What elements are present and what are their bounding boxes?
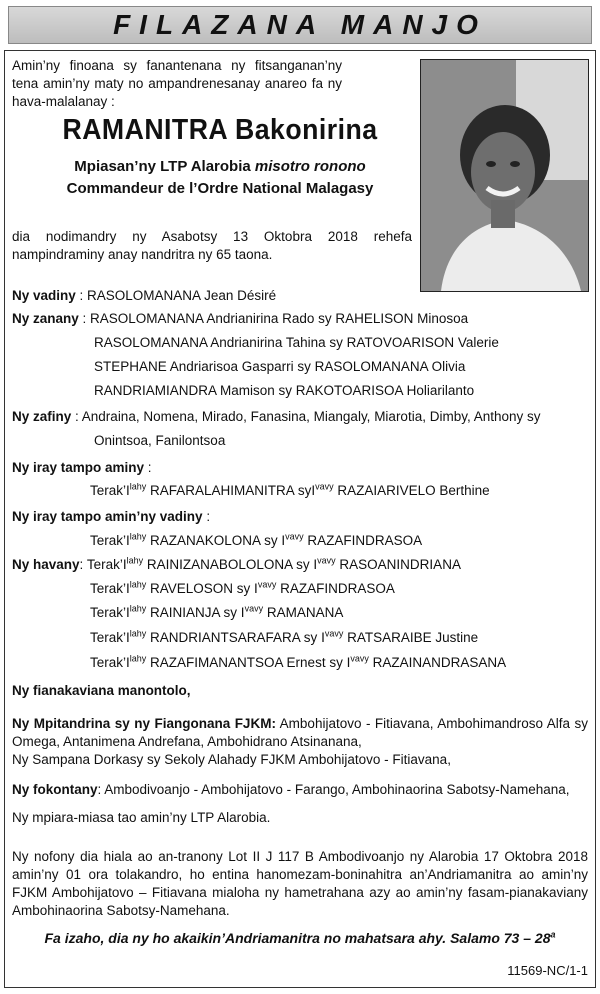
spouse-siblings-sup-1: lahy	[129, 531, 147, 542]
relatives-label: Ny havany	[12, 557, 80, 572]
relatives-5-end: RAZAINANDRASANA	[368, 655, 507, 670]
siblings-prefix: Terak’I	[90, 483, 130, 498]
relatives-1-end: RASOANINDRIANA	[335, 557, 461, 572]
relatives-1-sup-1: lahy	[126, 555, 144, 566]
relatives-line-3	[90, 604, 343, 622]
occupation-line	[20, 158, 420, 175]
grandchildren-label: Ny zafiny	[12, 409, 72, 424]
honor-line: Commandeur de l’Ordre National Malagasy	[66, 180, 374, 197]
spouse-siblings-colon: :	[202, 509, 211, 524]
grandchildren-names-1: : Andraina, Nomena, Mirado, Fanasina, Miangaly, Miarotia, Dimby, Anthony sy	[71, 409, 541, 424]
children-line-3: STEPHANE Andriarisoa Gasparri sy RASOLOMANANA Olivia	[94, 359, 466, 374]
relatives-2-sup-1: lahy	[129, 579, 147, 590]
fokontany-text: : Ambodivoanjo - Ambohijatovo - Farango, Ambohinaorina Sabotsy-Namehana,	[97, 782, 570, 797]
reference-code: 11569-NC/1-1	[507, 963, 588, 978]
sampana-line: Ny Sampana Dorkasy sy Sekoly Alahady FJKM Ambohijatovo - Fitiavana,	[12, 752, 451, 767]
relatives-3-sup-1: lahy	[129, 603, 147, 614]
header-banner	[8, 6, 592, 44]
siblings-mid: RAFARALAHIMANITRA syI	[146, 483, 316, 498]
spouse-name: : RASOLOMANANA Jean Désiré	[75, 288, 277, 303]
relatives-3-prefix: Terak’I	[90, 605, 130, 620]
siblings-sup-2: vavy	[315, 481, 334, 492]
whole-family-line: Ny fianakaviana manontolo,	[12, 683, 191, 698]
relatives-3-sup-2: vavy	[244, 603, 264, 614]
relatives-1-prefix: Terak’I	[83, 557, 127, 572]
children-line-4: RANDRIAMIANDRA Mamison sy RAKOTOARISOA Holiarilanto	[94, 383, 475, 398]
spouse-label: Ny vadiny	[12, 288, 76, 303]
spouse-siblings-heading	[12, 508, 210, 526]
children-line-1	[12, 310, 468, 328]
siblings-heading	[12, 459, 152, 477]
spouse-siblings-sup-2: vavy	[285, 531, 304, 542]
siblings-label: Ny iray tampo aminy	[12, 460, 145, 475]
church-text: Ambohijatovo - Fitiavana, Ambohimandroso Alfa sy Omega, Antanimena Andrefana, Ambohidrano Atsinanana,	[12, 716, 588, 749]
relatives-4-sup-1: lahy	[129, 628, 147, 639]
spouse-siblings-prefix: Terak’I	[90, 533, 130, 548]
siblings-line	[90, 482, 490, 500]
relatives-5-prefix: Terak’I	[90, 655, 130, 670]
relatives-2-prefix: Terak’I	[90, 581, 130, 596]
relatives-5-sup-1: lahy	[129, 653, 147, 664]
relatives-4-end: RATSARAIBE Justine	[343, 630, 479, 645]
siblings-colon: :	[144, 460, 152, 475]
relatives-5-mid: RAZAFIMANANTSOA Ernest sy I	[146, 655, 351, 670]
spouse-siblings-end: RAZAFINDRASOA	[303, 533, 423, 548]
spouse-line	[12, 287, 276, 305]
grandchildren-line-1	[12, 408, 541, 426]
deceased-name: RAMANITRA Bakonirina	[62, 114, 378, 146]
spouse-siblings-label: Ny iray tampo amin’ny vadiny	[12, 509, 203, 524]
relatives-4-mid: RANDRIANTSARAFARA sy I	[146, 630, 325, 645]
siblings-end: RAZAIARIVELO Berthine	[333, 483, 490, 498]
death-text: dia nodimandry ny Asabotsy 13 Oktobra 2018 rehefa nampindraminy anay nandritra ny 65 taona.	[12, 229, 412, 262]
spouse-siblings-line	[90, 532, 422, 550]
grandchildren-line-2: Onintsoa, Fanilontsoa	[94, 433, 226, 448]
relatives-line-1	[12, 556, 461, 574]
relatives-1-mid: RAINIZANABOLOLONA sy I	[143, 557, 318, 572]
fokontany-label: Ny fokontany	[12, 782, 98, 797]
intro-text: Amin’ny finoana sy fanantenana ny fitsanganan’ny tena amin’ny maty no ampandrenesanay anareo fa ny hava-malalanay :	[12, 58, 342, 109]
occupation-text: Mpiasan’ny LTP Alarobia	[74, 158, 255, 175]
relatives-line-4	[90, 629, 478, 647]
relatives-colon: :	[79, 557, 84, 572]
relatives-2-mid: RAVELOSON sy I	[146, 581, 258, 596]
retired-text: misotro ronono	[254, 158, 366, 175]
children-name-1: : RASOLOMANANA Andrianirina Rado sy RAHELISON Minosoa	[78, 311, 469, 326]
spouse-siblings-mid: RAZANAKOLONA sy I	[146, 533, 286, 548]
church-label: Ny Mpitandrina sy ny Fiangonana FJKM:	[12, 716, 276, 731]
banner-title: FILAZANA MANJO	[113, 9, 487, 40]
relatives-3-mid: RAINIANJA sy I	[146, 605, 245, 620]
children-line-2: RASOLOMANANA Andrianirina Tahina sy RATOVOARISON Valerie	[94, 335, 499, 350]
fokontany-line	[12, 781, 570, 799]
bible-quote-text: Fa izaho, dia ny ho akaikin’Andriamanitra no mahatsara ahy. Salamo 73 – 28	[44, 930, 551, 946]
relatives-1-sup-2: vavy	[317, 555, 336, 566]
portrait-image	[421, 60, 588, 291]
children-label: Ny zanany	[12, 311, 79, 326]
relatives-4-prefix: Terak’I	[90, 630, 130, 645]
colleagues-line: Ny mpiara-miasa tao amin’ny LTP Alarobia.	[12, 810, 271, 825]
relatives-4-sup-2: vavy	[324, 628, 344, 639]
relatives-line-5	[90, 654, 506, 672]
relatives-5-sup-2: vavy	[350, 653, 369, 664]
relatives-2-end: RAZAFINDRASOA	[276, 581, 395, 596]
relatives-2-sup-2: vavy	[257, 579, 277, 590]
church-paragraph	[12, 715, 588, 751]
siblings-sup-1: lahy	[129, 481, 147, 492]
portrait-photo	[420, 59, 589, 292]
bible-quote	[10, 930, 590, 946]
relatives-line-2	[90, 580, 395, 598]
relatives-3-end: RAMANANA	[263, 605, 344, 620]
funeral-paragraph: Ny nofony dia hiala ao an-tranony Lot II J 117 B Ambodivoanjo ny Alarobia 17 Oktobra 2018 amin’ny 01 ora tolakandro, ho entina hanomezam-boninahitra an’Andriamanitra ao amin’ny FJKM Ambohijatovo – Fitiavana mialoha ny hametrahana azy ao amin’ny fasam-pianakaviany Ambohinaorina Sabotsy-Namehana.	[12, 849, 588, 918]
bible-quote-sup: a	[550, 929, 556, 940]
